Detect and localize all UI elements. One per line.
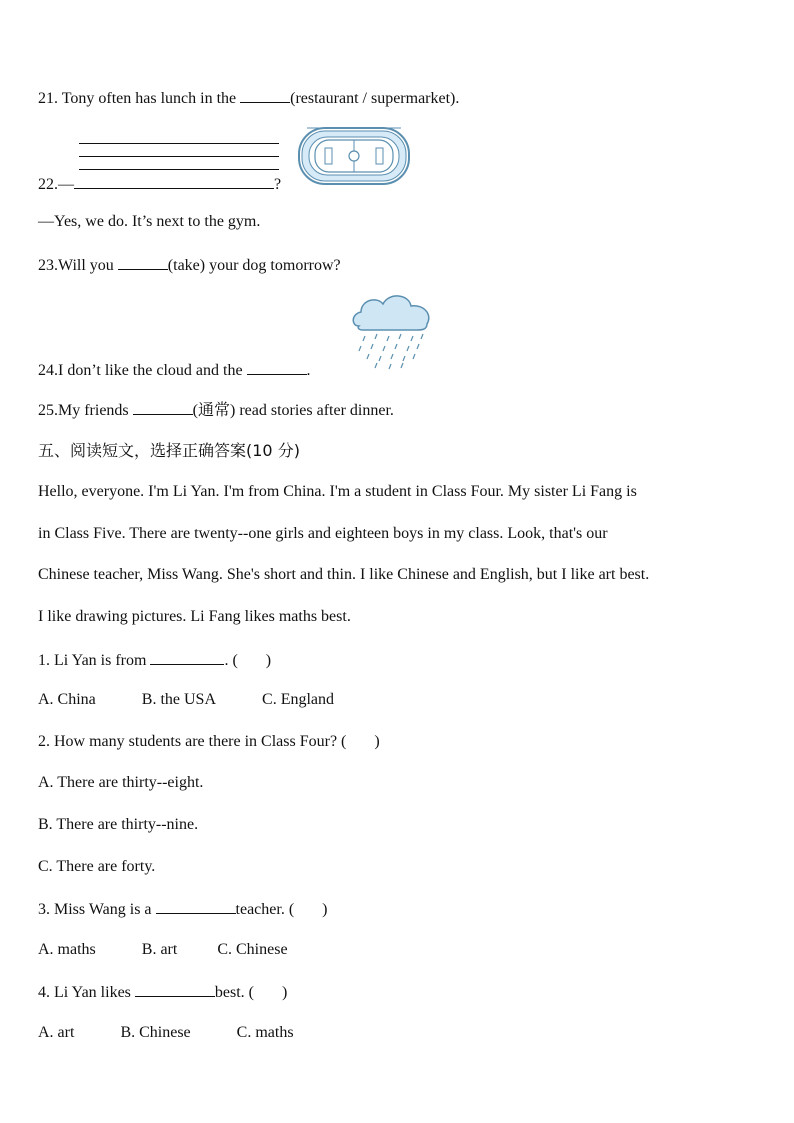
reading-question-2: 2. How many students are there in Class Four? ( ) — [38, 733, 380, 750]
answer-blank[interactable] — [247, 359, 307, 375]
question-23: 23.Will you (take) your dog tomorrow? — [38, 254, 341, 276]
option-a[interactable]: A. China — [38, 691, 96, 708]
section-heading: 五、阅读短文，选择正确答案(10 分) — [38, 441, 300, 460]
passage-line: Hello, everyone. I'm Li Yan. I'm from China. I'm a student in Class Four. My sister Li Fang is — [38, 483, 637, 500]
option-c[interactable]: C. England — [262, 691, 335, 708]
question-25: 25.My friends (通常) read stories after dinner. — [38, 399, 394, 421]
answer-blank[interactable] — [150, 649, 224, 665]
passage-line: Chinese teacher, Miss Wang. She's short and thin. I like Chinese and English, but I like art best. — [38, 566, 650, 583]
option-c[interactable]: C. Chinese — [217, 941, 288, 958]
option-c[interactable]: C. maths — [236, 1024, 294, 1041]
question-22-answer: —Yes, we do. It’s next to the gym. — [38, 213, 261, 230]
question-21: 21. Tony often has lunch in the (restaurant / supermarket). — [38, 87, 459, 109]
option-a[interactable]: A. There are thirty--eight. — [38, 774, 204, 791]
option-b[interactable]: B. Chinese — [120, 1024, 191, 1041]
options-row — [38, 1023, 294, 1043]
option-c[interactable]: C. There are forty. — [38, 858, 156, 875]
option-b[interactable]: B. There are thirty--nine. — [38, 816, 199, 833]
option-b[interactable]: B. art — [141, 941, 178, 958]
passage-line: in Class Five. There are twenty--one girls and eighteen boys in my class. Look, that's our — [38, 525, 608, 542]
reading-question-3: 3. Miss Wang is a teacher. ( ) — [38, 898, 327, 920]
option-a[interactable]: A. art — [38, 1024, 75, 1041]
rain-cloud-icon — [349, 290, 435, 370]
answer-blank[interactable] — [156, 898, 236, 914]
options-row — [38, 690, 334, 710]
option-a[interactable]: A. maths — [38, 941, 96, 958]
question-22: 22.— ? — [38, 173, 281, 195]
reading-question-4: 4. Li Yan likes best. ( ) — [38, 981, 287, 1003]
reading-question-1: 1. Li Yan is from . ( ) — [38, 649, 271, 671]
answer-blank[interactable] — [135, 981, 215, 997]
options-row — [38, 940, 288, 960]
answer-blank[interactable] — [133, 399, 193, 415]
option-b[interactable]: B. the USA — [141, 691, 217, 708]
running-track-icon — [297, 126, 411, 186]
answer-blank[interactable] — [240, 87, 290, 103]
answer-blank[interactable] — [118, 254, 168, 270]
answer-blank[interactable] — [74, 173, 274, 189]
question-24: 24.I don’t like the cloud and the . — [38, 359, 311, 381]
passage-line: I like drawing pictures. Li Fang likes maths best. — [38, 608, 351, 625]
